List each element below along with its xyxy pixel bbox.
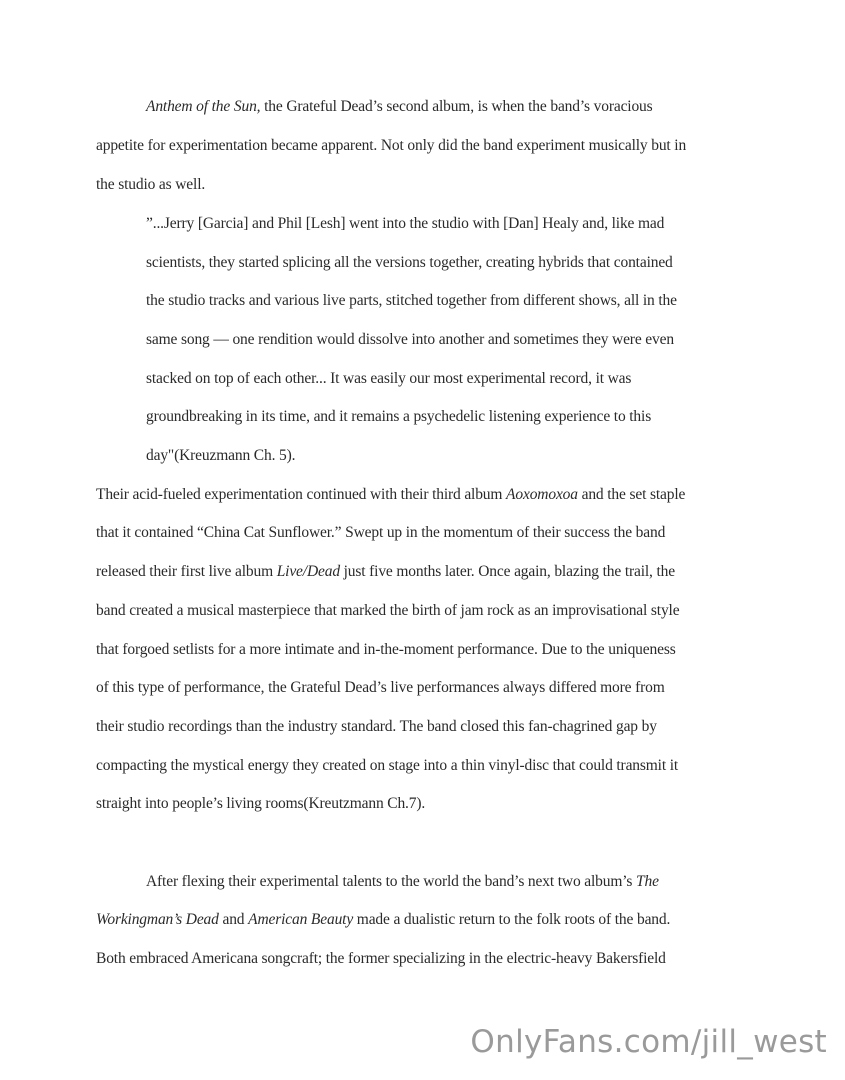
- paragraph-3-line-3: Both embraced Americana songcraft; the former specializing in the electric-heavy Bakersfield: [96, 950, 666, 967]
- quote-line-2: scientists, they started splicing all the versions together, creating hybrids that contained: [146, 254, 673, 271]
- album-title-italic: The: [636, 873, 659, 890]
- paragraph-2-line-6: of this type of performance, the Grateful Dead’s live performances always differed more from: [96, 679, 665, 696]
- album-title-italic: Aoxomoxoa: [506, 486, 578, 503]
- paragraph-2-line-2: that it contained “China Cat Sunflower.” Swept up in the momentum of their success the band: [96, 524, 666, 541]
- paragraph-2-line-9: straight into people’s living rooms(Kreutzmann Ch.7).: [96, 795, 426, 812]
- paragraph-1-line-3: the studio as well.: [96, 176, 206, 193]
- paragraph-2-line-8: compacting the mystical energy they created on stage into a thin vinyl-disc that could transmit it: [96, 757, 679, 774]
- watermark-text: OnlyFans.com/jill_west: [470, 1024, 827, 1060]
- paragraph-1-line-1: Anthem of the Sun, the Grateful Dead’s second album, is when the band’s voracious: [146, 98, 653, 115]
- album-title-italic: Live/Dead: [276, 563, 340, 580]
- quote-line-1: ”...Jerry [Garcia] and Phil [Lesh] went into the studio with [Dan] Healy and, like mad: [146, 215, 665, 232]
- paragraph-1-line-2: appetite for experimentation became apparent. Not only did the band experiment musically but in: [96, 137, 687, 154]
- paragraph-2-line-7: their studio recordings than the industry standard. The band closed this fan-chagrined gap by: [96, 718, 657, 735]
- paragraph-2-line-3: released their first live album Live/Dead just five months later. Once again, blazing the trail, the: [96, 563, 675, 580]
- paragraph-2-line-5: that forgoed setlists for a more intimate and in-the-moment performance. Due to the uniqueness: [96, 641, 676, 658]
- quote-line-5: stacked on top of each other... It was easily our most experimental record, it was: [146, 370, 632, 387]
- album-title-italic: Workingman’s Dead: [96, 911, 219, 928]
- quote-line-6: groundbreaking in its time, and it remains a psychedelic listening experience to this: [146, 408, 652, 425]
- quote-line-4: same song — one rendition would dissolve into another and sometimes they were even: [146, 331, 674, 348]
- quote-line-3: the studio tracks and various live parts, stitched together from different shows, all in the: [146, 292, 677, 309]
- paragraph-2-line-4: band created a musical masterpiece that marked the birth of jam rock as an improvisational style: [96, 602, 680, 619]
- paragraph-3-line-2: Workingman’s Dead and American Beauty made a dualistic return to the folk roots of the band.: [96, 911, 671, 928]
- quote-line-7: day"(Kreuzmann Ch. 5).: [146, 447, 296, 464]
- album-title-italic: Anthem of the Sun,: [146, 98, 261, 115]
- album-title-italic: American Beauty: [248, 911, 354, 928]
- paragraph-3-line-1: After flexing their experimental talents to the world the band’s next two album’s The: [146, 873, 659, 890]
- paragraph-2-line-1: Their acid-fueled experimentation continued with their third album Aoxomoxoa and the set staple: [96, 486, 686, 503]
